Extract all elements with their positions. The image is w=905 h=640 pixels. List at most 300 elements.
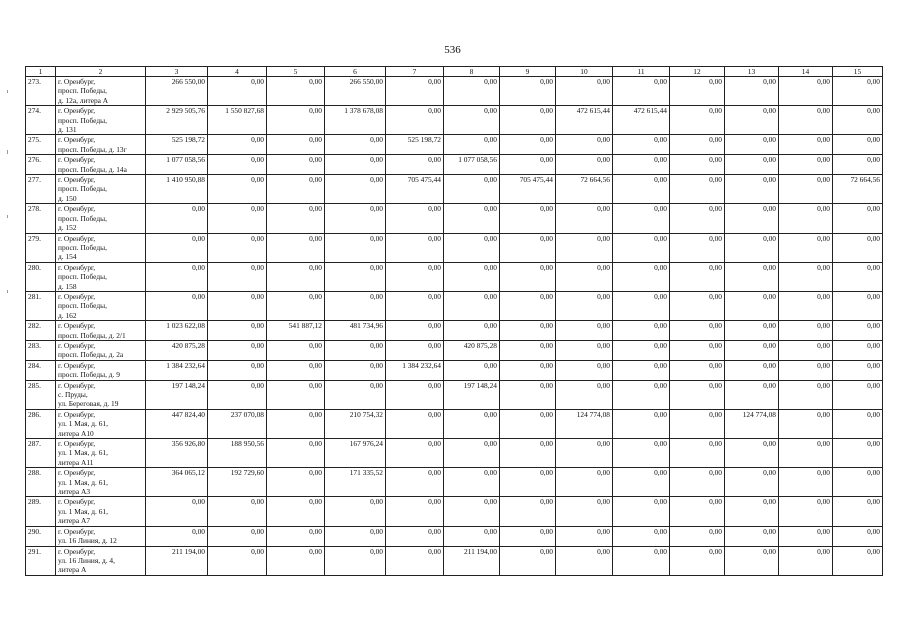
amount-cell: 0,00 <box>556 439 613 468</box>
address-line: г. Оренбург, <box>58 233 96 243</box>
address-cell <box>56 204 146 233</box>
amount-cell: 197 148,24 <box>444 380 500 409</box>
address-line: просп. Победы, д. 14а <box>58 164 127 174</box>
address-line: д. 158 <box>58 281 77 291</box>
address-line: г. Оренбург, <box>58 340 96 350</box>
amount-cell: 0,00 <box>325 175 386 204</box>
amount-cell: 0,00 <box>386 262 444 291</box>
amount-cell: 0,00 <box>613 233 670 262</box>
amount-cell: 0,00 <box>444 77 500 106</box>
amount-cell: 0,00 <box>613 321 670 341</box>
address-line: г. Оренбург, <box>58 77 96 86</box>
amount-cell: 0,00 <box>556 262 613 291</box>
amount-cell: 0,00 <box>725 106 779 135</box>
table-row <box>26 439 883 468</box>
address-line: г. Оренбург, <box>58 321 96 331</box>
table-row <box>26 546 883 575</box>
amount-cell: 0,00 <box>444 360 500 380</box>
amount-cell: 0,00 <box>500 204 556 233</box>
amount-cell: 0,00 <box>670 546 725 575</box>
amount-cell: 472 615,44 <box>556 106 613 135</box>
amount-cell: 0,00 <box>556 526 613 546</box>
amount-cell: 0,00 <box>267 204 325 233</box>
address-line: г. Оренбург, <box>58 291 96 301</box>
address-line: просп. Победы, <box>58 272 107 282</box>
amount-cell: 0,00 <box>386 546 444 575</box>
amount-cell: 0,00 <box>500 497 556 526</box>
row-number: 274. <box>26 106 56 135</box>
amount-cell: 0,00 <box>267 262 325 291</box>
amount-cell: 0,00 <box>613 175 670 204</box>
amount-cell: 0,00 <box>725 204 779 233</box>
amount-cell: 0,00 <box>833 380 883 409</box>
amount-cell: 0,00 <box>613 409 670 438</box>
table-row <box>26 340 883 360</box>
amount-cell: 0,00 <box>556 204 613 233</box>
address-line: г. Оренбург, <box>58 546 96 556</box>
amount-cell: 0,00 <box>500 106 556 135</box>
amount-cell: 0,00 <box>670 340 725 360</box>
amount-cell: 0,00 <box>267 233 325 262</box>
amount-cell: 0,00 <box>500 468 556 497</box>
row-number: 289. <box>26 497 56 526</box>
row-number: 277. <box>26 175 56 204</box>
amount-cell: 211 194,00 <box>444 546 500 575</box>
amount-cell: 0,00 <box>386 439 444 468</box>
amount-cell: 0,00 <box>613 360 670 380</box>
amount-cell: 0,00 <box>556 360 613 380</box>
amount-cell: 0,00 <box>670 262 725 291</box>
amount-cell: 0,00 <box>208 155 267 175</box>
address-cell <box>56 233 146 262</box>
amount-cell: 0,00 <box>833 155 883 175</box>
amount-cell: 0,00 <box>556 291 613 320</box>
amount-cell: 0,00 <box>386 526 444 546</box>
amount-cell: 0,00 <box>833 497 883 526</box>
amount-cell: 0,00 <box>500 439 556 468</box>
page-number: 536 <box>444 44 461 56</box>
amount-cell: 0,00 <box>325 204 386 233</box>
amount-cell: 0,00 <box>386 77 444 106</box>
amount-cell: 266 550,00 <box>146 77 208 106</box>
amount-cell: 0,00 <box>208 360 267 380</box>
amount-cell: 1 077 058,56 <box>444 155 500 175</box>
row-number: 275. <box>26 135 56 155</box>
amount-cell: 197 148,24 <box>146 380 208 409</box>
address-line: просп. Победы, <box>58 86 107 96</box>
amount-cell: 0,00 <box>613 155 670 175</box>
amount-cell: 0,00 <box>444 175 500 204</box>
amount-cell: 0,00 <box>725 77 779 106</box>
amount-cell: 0,00 <box>267 340 325 360</box>
amount-cell: 0,00 <box>386 409 444 438</box>
address-line: просп. Победы, <box>58 242 107 252</box>
amount-cell: 2 929 505,76 <box>146 106 208 135</box>
table-row <box>26 233 883 262</box>
address-line: литера А11 <box>58 457 94 467</box>
amount-cell: 0,00 <box>613 439 670 468</box>
amount-cell: 0,00 <box>386 233 444 262</box>
table-row <box>26 175 883 204</box>
amount-cell: 0,00 <box>779 135 833 155</box>
amount-cell: 0,00 <box>325 233 386 262</box>
table-row <box>26 106 883 135</box>
amount-cell: 0,00 <box>267 380 325 409</box>
table-row <box>26 291 883 320</box>
amount-cell: 0,00 <box>833 439 883 468</box>
address-cell <box>56 360 146 380</box>
table-row <box>26 468 883 497</box>
amount-cell: 0,00 <box>779 204 833 233</box>
row-number: 287. <box>26 439 56 468</box>
column-header: 4 <box>208 67 267 77</box>
amount-cell: 1 023 622,08 <box>146 321 208 341</box>
amount-cell: 0,00 <box>833 204 883 233</box>
address-line: г. Оренбург, <box>58 439 96 449</box>
amount-cell: 0,00 <box>670 468 725 497</box>
table-row <box>26 526 883 546</box>
amount-cell: 0,00 <box>613 77 670 106</box>
amount-cell: 705 475,44 <box>500 175 556 204</box>
amount-cell: 0,00 <box>267 439 325 468</box>
address-line: просп. Победы, <box>58 301 107 311</box>
amount-cell: 1 077 058,56 <box>146 155 208 175</box>
address-line: литера А <box>58 565 87 575</box>
row-number: 290. <box>26 526 56 546</box>
amount-cell: 0,00 <box>325 155 386 175</box>
address-line: ул. 1 Мая, д. 61, <box>58 448 108 458</box>
amount-cell: 364 065,12 <box>146 468 208 497</box>
amount-cell: 0,00 <box>725 175 779 204</box>
amount-cell: 0,00 <box>556 233 613 262</box>
column-header-row <box>26 67 883 77</box>
amount-cell: 0,00 <box>208 546 267 575</box>
amount-cell: 0,00 <box>500 360 556 380</box>
amount-cell: 237 070,08 <box>208 409 267 438</box>
amount-cell: 0,00 <box>386 204 444 233</box>
amount-cell: 192 729,60 <box>208 468 267 497</box>
amount-cell: 481 734,96 <box>325 321 386 341</box>
column-header: 9 <box>500 67 556 77</box>
amount-cell: 0,00 <box>386 497 444 526</box>
row-number: 278. <box>26 204 56 233</box>
amount-cell: 72 664,56 <box>833 175 883 204</box>
amount-cell: 0,00 <box>833 135 883 155</box>
amount-cell: 0,00 <box>500 233 556 262</box>
amount-cell: 0,00 <box>725 526 779 546</box>
amount-cell: 0,00 <box>670 291 725 320</box>
amount-cell: 0,00 <box>779 106 833 135</box>
amount-cell: 0,00 <box>556 497 613 526</box>
amount-cell: 0,00 <box>779 380 833 409</box>
amount-cell: 0,00 <box>613 204 670 233</box>
column-header: 5 <box>267 67 325 77</box>
table-row <box>26 77 883 106</box>
address-line: д. 150 <box>58 193 77 203</box>
amount-cell: 188 950,56 <box>208 439 267 468</box>
column-header: 15 <box>833 67 883 77</box>
column-header: 1 <box>26 67 56 77</box>
amount-cell: 0,00 <box>670 409 725 438</box>
table-row <box>26 321 883 341</box>
amount-cell: 0,00 <box>613 497 670 526</box>
amount-cell: 0,00 <box>779 468 833 497</box>
row-number: 280. <box>26 262 56 291</box>
amount-cell: 0,00 <box>267 106 325 135</box>
amount-cell: 0,00 <box>208 262 267 291</box>
amount-cell: 0,00 <box>556 468 613 497</box>
amount-cell: 0,00 <box>833 233 883 262</box>
data-table <box>25 66 883 576</box>
amount-cell: 0,00 <box>833 468 883 497</box>
amount-cell: 0,00 <box>267 135 325 155</box>
amount-cell: 0,00 <box>500 380 556 409</box>
amount-cell: 0,00 <box>208 77 267 106</box>
table-row <box>26 135 883 155</box>
amount-cell: 0,00 <box>325 546 386 575</box>
amount-cell: 0,00 <box>725 497 779 526</box>
amount-cell: 0,00 <box>670 321 725 341</box>
amount-cell: 0,00 <box>779 233 833 262</box>
amount-cell: 0,00 <box>444 321 500 341</box>
row-number: 273. <box>26 77 56 106</box>
row-number: 286. <box>26 409 56 438</box>
amount-cell: 0,00 <box>613 262 670 291</box>
amount-cell: 0,00 <box>500 526 556 546</box>
address-cell <box>56 340 146 360</box>
amount-cell: 1 384 232,64 <box>386 360 444 380</box>
row-number: 285. <box>26 380 56 409</box>
amount-cell: 0,00 <box>779 439 833 468</box>
column-header: 13 <box>725 67 779 77</box>
amount-cell: 0,00 <box>208 380 267 409</box>
address-line: г. Оренбург, <box>58 204 96 214</box>
amount-cell: 0,00 <box>386 106 444 135</box>
address-line: просп. Победы, д. 2/1 <box>58 330 126 340</box>
amount-cell: 0,00 <box>779 340 833 360</box>
column-header: 3 <box>146 67 208 77</box>
address-line: г. Оренбург, <box>58 262 96 272</box>
address-cell <box>56 321 146 341</box>
amount-cell: 0,00 <box>556 340 613 360</box>
amount-cell: 0,00 <box>833 106 883 135</box>
address-line: г. Оренбург, <box>58 155 96 165</box>
amount-cell: 0,00 <box>833 321 883 341</box>
amount-cell: 0,00 <box>556 380 613 409</box>
amount-cell: 0,00 <box>833 546 883 575</box>
address-line: д. 154 <box>58 252 77 262</box>
amount-cell: 0,00 <box>208 526 267 546</box>
amount-cell: 0,00 <box>556 546 613 575</box>
amount-cell: 356 926,80 <box>146 439 208 468</box>
amount-cell: 0,00 <box>325 526 386 546</box>
row-number: 284. <box>26 360 56 380</box>
amount-cell: 0,00 <box>500 291 556 320</box>
amount-cell: 0,00 <box>613 291 670 320</box>
amount-cell: 0,00 <box>146 204 208 233</box>
address-cell <box>56 468 146 497</box>
amount-cell: 0,00 <box>556 135 613 155</box>
amount-cell: 0,00 <box>267 155 325 175</box>
amount-cell: 0,00 <box>325 340 386 360</box>
amount-cell: 1 378 678,08 <box>325 106 386 135</box>
amount-cell: 0,00 <box>725 360 779 380</box>
row-number: 276. <box>26 155 56 175</box>
address-cell <box>56 497 146 526</box>
amount-cell: 525 198,72 <box>146 135 208 155</box>
amount-cell: 0,00 <box>500 321 556 341</box>
amount-cell: 472 615,44 <box>613 106 670 135</box>
amount-cell: 0,00 <box>670 360 725 380</box>
amount-cell: 0,00 <box>725 135 779 155</box>
address-line: литера А7 <box>58 516 91 526</box>
row-number: 283. <box>26 340 56 360</box>
amount-cell: 167 976,24 <box>325 439 386 468</box>
amount-cell: 0,00 <box>146 233 208 262</box>
amount-cell: 0,00 <box>500 546 556 575</box>
column-header: 12 <box>670 67 725 77</box>
amount-cell: 0,00 <box>670 135 725 155</box>
amount-cell: 525 198,72 <box>386 135 444 155</box>
amount-cell: 420 875,28 <box>146 340 208 360</box>
column-header: 6 <box>325 67 386 77</box>
amount-cell: 0,00 <box>833 262 883 291</box>
address-line: ул. 1 Мая, д. 61, <box>58 506 108 516</box>
amount-cell: 0,00 <box>613 468 670 497</box>
amount-cell: 0,00 <box>556 321 613 341</box>
amount-cell: 0,00 <box>779 360 833 380</box>
amount-cell: 0,00 <box>556 77 613 106</box>
amount-cell: 0,00 <box>670 155 725 175</box>
amount-cell: 0,00 <box>613 546 670 575</box>
amount-cell: 0,00 <box>779 175 833 204</box>
table-row <box>26 360 883 380</box>
amount-cell: 0,00 <box>325 360 386 380</box>
amount-cell: 0,00 <box>670 233 725 262</box>
amount-cell: 0,00 <box>267 291 325 320</box>
amount-cell: 0,00 <box>386 380 444 409</box>
amount-cell: 0,00 <box>779 155 833 175</box>
amount-cell: 0,00 <box>386 321 444 341</box>
amount-cell: 0,00 <box>556 155 613 175</box>
amount-cell: 0,00 <box>670 204 725 233</box>
address-line: с. Пруды, <box>58 390 88 399</box>
amount-cell: 0,00 <box>386 468 444 497</box>
amount-cell: 0,00 <box>613 340 670 360</box>
amount-cell: 0,00 <box>267 360 325 380</box>
amount-cell: 0,00 <box>325 380 386 409</box>
amount-cell: 0,00 <box>670 526 725 546</box>
address-line: д. 12а, литера А <box>58 95 109 105</box>
address-line: просп. Победы, <box>58 213 107 223</box>
address-cell <box>56 155 146 175</box>
amount-cell: 0,00 <box>146 497 208 526</box>
column-header: 8 <box>444 67 500 77</box>
left-margin-mark <box>7 90 8 93</box>
amount-cell: 1 410 950,88 <box>146 175 208 204</box>
address-line: ул. 1 Мая, д. 61, <box>58 477 108 487</box>
amount-cell: 0,00 <box>444 262 500 291</box>
address-cell <box>56 135 146 155</box>
amount-cell: 0,00 <box>444 526 500 546</box>
amount-cell: 0,00 <box>386 340 444 360</box>
address-line: ул. 16 Линия, д. 4, <box>58 555 115 565</box>
amount-cell: 0,00 <box>779 546 833 575</box>
amount-cell: 124 774,08 <box>556 409 613 438</box>
address-line: г. Оренбург, <box>58 409 96 419</box>
amount-cell: 171 335,52 <box>325 468 386 497</box>
amount-cell: 0,00 <box>208 497 267 526</box>
amount-cell: 0,00 <box>779 262 833 291</box>
amount-cell: 0,00 <box>725 468 779 497</box>
column-header: 7 <box>386 67 444 77</box>
amount-cell: 0,00 <box>444 106 500 135</box>
amount-cell: 0,00 <box>725 439 779 468</box>
left-margin-mark <box>7 215 8 218</box>
amount-cell: 0,00 <box>725 155 779 175</box>
amount-cell: 0,00 <box>208 291 267 320</box>
amount-cell: 0,00 <box>208 321 267 341</box>
amount-cell: 0,00 <box>444 439 500 468</box>
address-line: г. Оренбург, <box>58 175 96 185</box>
row-number: 282. <box>26 321 56 341</box>
column-header: 14 <box>779 67 833 77</box>
amount-cell: 0,00 <box>779 77 833 106</box>
amount-cell: 0,00 <box>500 135 556 155</box>
row-number: 288. <box>26 468 56 497</box>
address-line: просп. Победы, <box>58 184 107 194</box>
amount-cell: 0,00 <box>267 526 325 546</box>
amount-cell: 0,00 <box>444 468 500 497</box>
amount-cell: 0,00 <box>833 77 883 106</box>
amount-cell: 0,00 <box>208 340 267 360</box>
address-line: г. Оренбург, <box>58 106 96 116</box>
amount-cell: 0,00 <box>146 262 208 291</box>
amount-cell: 0,00 <box>500 155 556 175</box>
amount-cell: 0,00 <box>779 291 833 320</box>
table-row <box>26 262 883 291</box>
address-line: просп. Победы, д. 2а <box>58 350 124 360</box>
amount-cell: 0,00 <box>325 135 386 155</box>
amount-cell: 0,00 <box>500 77 556 106</box>
amount-cell: 0,00 <box>833 409 883 438</box>
amount-cell: 541 887,12 <box>267 321 325 341</box>
address-cell <box>56 175 146 204</box>
amount-cell: 0,00 <box>325 262 386 291</box>
column-header: 2 <box>56 67 146 77</box>
amount-cell: 0,00 <box>325 497 386 526</box>
amount-cell: 0,00 <box>208 204 267 233</box>
address-line: ул. 1 Мая, д. 61, <box>58 419 108 429</box>
amount-cell: 0,00 <box>670 380 725 409</box>
amount-cell: 0,00 <box>444 204 500 233</box>
amount-cell: 1 384 232,64 <box>146 360 208 380</box>
amount-cell: 0,00 <box>613 526 670 546</box>
amount-cell: 0,00 <box>779 526 833 546</box>
address-line: г. Оренбург, <box>58 526 96 536</box>
amount-cell: 0,00 <box>146 526 208 546</box>
address-line: просп. Победы, д. 9 <box>58 370 120 380</box>
amount-cell: 0,00 <box>267 175 325 204</box>
amount-cell: 705 475,44 <box>386 175 444 204</box>
address-line: литера А3 <box>58 487 91 497</box>
address-line: г. Оренбург, <box>58 497 96 507</box>
amount-cell: 0,00 <box>444 409 500 438</box>
amount-cell: 0,00 <box>725 233 779 262</box>
left-margin-mark <box>7 290 8 293</box>
address-line: ул. 16 Линия, д. 12 <box>58 536 117 546</box>
table-row <box>26 204 883 233</box>
